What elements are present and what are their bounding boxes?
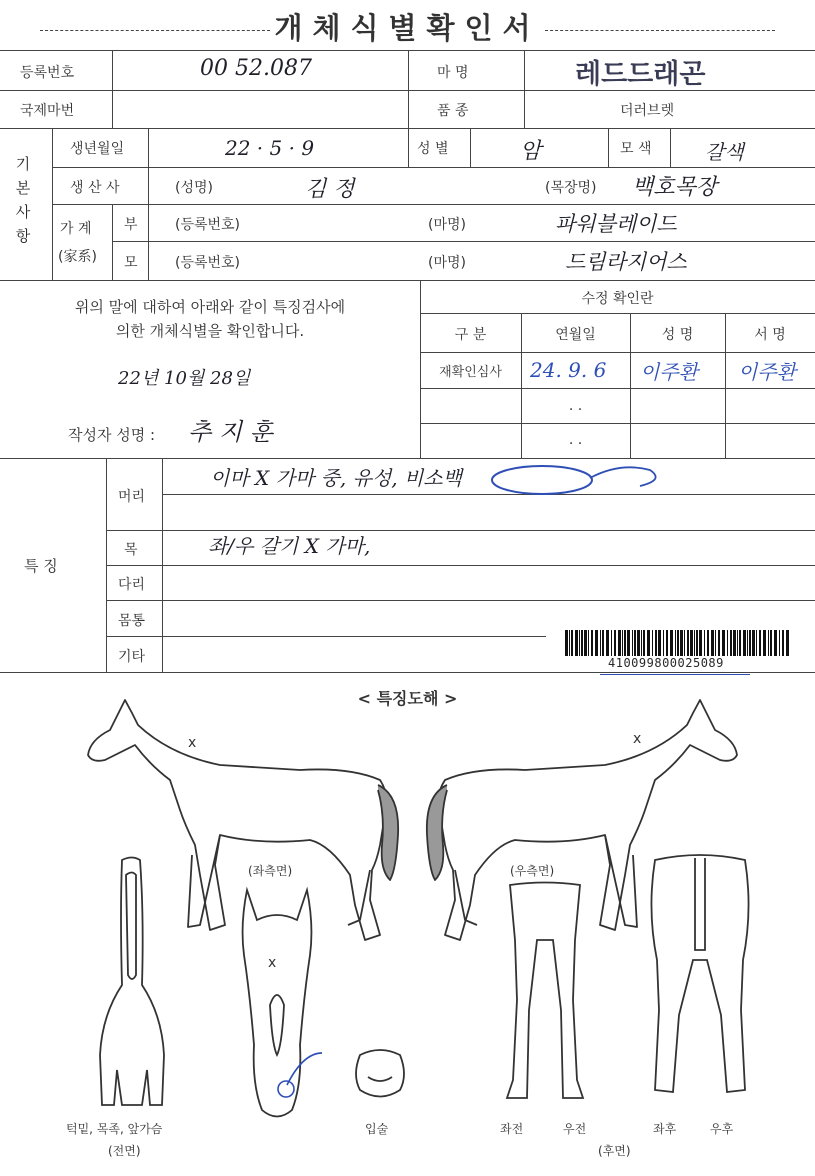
- corr-row1-type: 재확인심사: [439, 365, 502, 380]
- issue-date: 22년 10월 28일: [118, 368, 251, 389]
- barcode-bar: [591, 630, 593, 656]
- barcode-bar: [565, 630, 568, 656]
- title-rule-left: [40, 30, 270, 31]
- barcode-bar: [768, 630, 769, 656]
- barcode-bar: [730, 630, 732, 656]
- barcode-bar: [756, 630, 757, 656]
- signer-signature: 추 지 훈: [188, 418, 273, 446]
- barcode-number: 410099800025089: [608, 656, 724, 670]
- svg-text:x: x: [188, 735, 197, 751]
- barcode-bar: [600, 630, 601, 656]
- sex-label: 성 별: [417, 141, 449, 157]
- corr-col-date: 연월일: [555, 327, 596, 343]
- rule: [420, 388, 815, 389]
- sire-label: 부: [124, 217, 138, 233]
- correction-title: 수정 확인란: [581, 291, 654, 307]
- breeder-name-value: 김 정: [305, 177, 355, 202]
- other-label: 기타: [118, 649, 146, 665]
- rule: [162, 494, 815, 495]
- barcode-bar: [643, 630, 645, 656]
- rule: [608, 128, 609, 167]
- barcode-bar: [602, 630, 604, 656]
- barcode-bar: [634, 630, 636, 656]
- right-side-caption: (우측면): [510, 864, 555, 878]
- barcode-bar: [658, 630, 661, 656]
- barcode-bar: [641, 630, 642, 656]
- barcode-bar: [739, 630, 741, 656]
- corr-row2-date: . .: [568, 398, 583, 414]
- farm-value: 백호목장: [632, 175, 718, 200]
- corr-col-type: 구 분: [454, 327, 487, 343]
- statement-line1: 위의 말에 대하여 아래와 같이 특징검사에: [74, 298, 346, 316]
- horse-front-chest-diagram: [92, 855, 172, 1115]
- reg-no-value: 00 52.087: [200, 56, 312, 81]
- barcode-bar: [743, 630, 746, 656]
- title-rule-right: [545, 30, 775, 31]
- barcode-bar: [749, 630, 751, 656]
- barcode-bar: [680, 630, 683, 656]
- legs-label: 다리: [118, 577, 146, 593]
- rule: [106, 565, 815, 566]
- barcode-bar: [737, 630, 738, 656]
- barcode-bar: [675, 630, 676, 656]
- svg-text:x: x: [268, 955, 277, 971]
- dam-name-value: 드림라지어스: [565, 250, 687, 274]
- rule: [0, 458, 815, 459]
- barcode-bar: [622, 630, 623, 656]
- barcode-underline: [600, 674, 750, 675]
- barcode-bar: [718, 630, 720, 656]
- dam-label: 모: [124, 255, 138, 271]
- birth-label: 생년월일: [70, 141, 125, 157]
- barcode-bar: [759, 630, 761, 656]
- diagram-title: < 특징도해 >: [357, 689, 458, 708]
- barcode-bar: [637, 630, 640, 656]
- barcode-bar: [663, 630, 664, 656]
- breed-value: 더러브렛: [620, 103, 675, 119]
- horse-forelegs-diagram: [495, 880, 595, 1110]
- left-hind-caption: 좌후: [653, 1122, 677, 1136]
- barcode-bar: [690, 630, 693, 656]
- right-fore-caption: 우전: [563, 1122, 587, 1136]
- rule: [106, 600, 815, 601]
- barcode-bar: [606, 630, 609, 656]
- rule: [524, 50, 525, 128]
- rule: [408, 50, 409, 128]
- barcode-bar: [632, 630, 633, 656]
- corr-col-name: 성 명: [661, 327, 694, 343]
- barcode-bar: [727, 630, 728, 656]
- barcode-bar: [770, 630, 772, 656]
- head-label: 머리: [118, 489, 146, 505]
- barcode-bar: [569, 630, 570, 656]
- barcode-bar: [652, 630, 653, 656]
- barcode-bar: [733, 630, 736, 656]
- barcode-bar: [722, 630, 725, 656]
- horse-name-label: 마 명: [437, 65, 469, 81]
- barcode-bar: [696, 630, 698, 656]
- coat-value: 갈색: [705, 140, 744, 164]
- rule: [0, 280, 815, 281]
- barcode-bar: [581, 630, 583, 656]
- dam-name-label: (마명): [428, 255, 466, 271]
- pedigree-hanja: (家系): [58, 249, 97, 265]
- neck-label: 목: [124, 542, 138, 558]
- barcode-bar: [711, 630, 714, 656]
- barcode-bar: [666, 630, 668, 656]
- signer-label: 작성자 성명 :: [68, 426, 156, 444]
- rule: [0, 672, 815, 673]
- rule: [148, 128, 149, 204]
- horse-name-value: 레드드래곤: [575, 59, 706, 90]
- barcode-bar: [579, 630, 580, 656]
- intl-name-label: 국제마번: [20, 103, 75, 119]
- barcode-bar: [611, 630, 612, 656]
- reg-no-label: 등록번호: [20, 65, 75, 81]
- rule: [106, 636, 546, 637]
- birth-value: 22 · 5 · 9: [225, 136, 315, 160]
- barcode-bar: [715, 630, 716, 656]
- barcode-bar: [627, 630, 630, 656]
- barcode-bar: [704, 630, 705, 656]
- right-hind-caption: 우후: [710, 1122, 734, 1136]
- rear-sub-caption: (후면): [598, 1144, 631, 1158]
- sire-name-value: 파워블레이드: [555, 212, 677, 236]
- corr-row1-sign: 이주환: [738, 360, 796, 384]
- horse-head-front-diagram: [232, 885, 322, 1125]
- barcode-bar: [618, 630, 621, 656]
- corr-row3-date: . .: [568, 432, 583, 448]
- sex-value: 암: [520, 139, 542, 164]
- horse-lips-diagram: [350, 1045, 410, 1105]
- document-title: 개체식별확인서: [274, 11, 541, 45]
- lips-caption: 입술: [365, 1122, 389, 1136]
- barcode-bar: [782, 630, 784, 656]
- barcode-bar: [699, 630, 702, 656]
- breeder-label: 생 산 사: [70, 180, 120, 196]
- rule: [112, 204, 113, 280]
- dam-reg-label: (등록번호): [175, 255, 241, 271]
- head-value: 이마 X 가마 중, 유성, 비소백: [210, 466, 462, 490]
- rule: [148, 204, 149, 280]
- sire-name-label: (마명): [428, 217, 466, 233]
- barcode-bar: [614, 630, 616, 656]
- barcode-bar: [677, 630, 679, 656]
- breeder-name-label: (성명): [175, 180, 213, 196]
- barcode-bar: [647, 630, 650, 656]
- barcode-bar: [747, 630, 748, 656]
- rule: [112, 50, 113, 128]
- rule: [470, 128, 471, 167]
- barcode-bar: [684, 630, 685, 656]
- front-caption: 턱밑, 목족, 앞가슴: [66, 1122, 163, 1136]
- corr-row1-name: 이주환: [640, 360, 698, 384]
- rule: [52, 167, 815, 168]
- breed-label: 품 종: [437, 103, 469, 119]
- barcode-bar: [763, 630, 766, 656]
- barcode-bar: [595, 630, 598, 656]
- barcode-bar: [655, 630, 657, 656]
- statement-line2: 의한 개체식별을 확인합니다.: [115, 322, 305, 340]
- head-annotation-circle: [490, 460, 670, 500]
- barcode-bar: [687, 630, 689, 656]
- rule: [420, 313, 815, 314]
- coat-label: 모 색: [620, 141, 652, 157]
- rule: [670, 128, 671, 167]
- rule: [52, 204, 815, 205]
- horse-rear-diagram: [645, 850, 755, 1110]
- rule: [420, 352, 815, 353]
- barcode-bar: [575, 630, 578, 656]
- barcode-bar: [588, 630, 589, 656]
- left-side-caption: (좌측면): [248, 864, 293, 878]
- barcode-bar: [774, 630, 777, 656]
- barcode-bar: [584, 630, 587, 656]
- left-fore-caption: 좌전: [500, 1122, 524, 1136]
- svg-text:x: x: [633, 731, 642, 747]
- basic-section-label: 기 본 사 항: [15, 155, 31, 245]
- barcode-bar: [786, 630, 789, 656]
- body-label: 몸통: [118, 613, 146, 629]
- pedigree-label: 가 계: [60, 221, 92, 237]
- barcode-bar: [624, 630, 626, 656]
- neck-value: 좌/우 갈기 X 가마,: [208, 534, 371, 558]
- barcode-bar: [707, 630, 709, 656]
- barcode-bar: [694, 630, 695, 656]
- barcode-bar: [752, 630, 755, 656]
- front-sub-caption: (전면): [108, 1144, 141, 1158]
- farm-label: (목장명): [545, 180, 597, 196]
- features-label: 특 징: [24, 557, 58, 575]
- corr-col-sign: 서 명: [754, 327, 786, 343]
- barcode-bar: [571, 630, 573, 656]
- rule: [112, 241, 815, 242]
- sire-reg-label: (등록번호): [175, 217, 241, 233]
- rule: [52, 128, 53, 280]
- barcode-bar: [670, 630, 673, 656]
- barcode: [565, 630, 790, 656]
- barcode-bar: [779, 630, 780, 656]
- rule: [420, 423, 815, 424]
- rule: [408, 128, 409, 167]
- corr-row1-date: 24. 9. 6: [530, 358, 607, 382]
